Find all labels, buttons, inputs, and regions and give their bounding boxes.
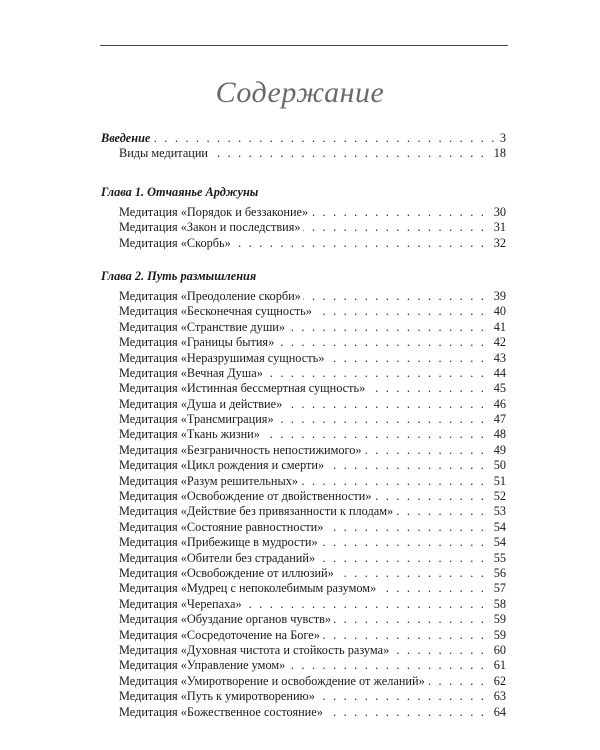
- toc-entry-title: . . . Медитация «Разум решительных»: [101, 474, 300, 489]
- toc-entry-page: 50: [491, 458, 506, 473]
- toc-entry-title: . . . Медитация «Бесконечная сущность»: [101, 304, 314, 319]
- toc-entry-title: . . . Медитация «Странствие души»: [101, 320, 287, 335]
- toc-entry-page: 31: [491, 220, 506, 235]
- toc-entry-title: . . . Медитация «Действие без привязанности к плодам»: [101, 504, 395, 519]
- toc-entry-page: 43: [491, 351, 506, 366]
- toc-entry[interactable]: [101, 146, 506, 161]
- toc-entry-title: . . . Медитация «Мудрец с непоколебимым разумом»: [101, 581, 378, 596]
- toc-entry[interactable]: [101, 520, 506, 535]
- toc-entry[interactable]: [101, 612, 506, 627]
- toc-entry[interactable]: [101, 304, 506, 319]
- toc-entry-title: . . . Медитация «Истинная бессмертная сущность»: [101, 381, 367, 396]
- toc-entry-page: 47: [491, 412, 506, 427]
- toc-entry-title: . . . Медитация «Обители без страданий»: [101, 551, 317, 566]
- toc-entry-title: . . . Медитация «Освобождение от иллюзий»: [101, 566, 336, 581]
- toc-entry-page: 54: [491, 535, 506, 550]
- toc-entry-title: . . . Медитация «Обуздание органов чувств»: [101, 612, 333, 627]
- toc-entry-title: . . . Медитация «Вечная Душа»: [101, 366, 265, 381]
- toc-entry-title: . . . Медитация «Путь к умиротворению»: [101, 689, 317, 704]
- toc-entry-title: . . . Медитация «Безграничность непостижимого»: [101, 443, 364, 458]
- toc-entry-page: 62: [491, 674, 506, 689]
- toc-entry[interactable]: [101, 689, 506, 704]
- toc-entry-title: . . . Виды медитации: [101, 146, 210, 161]
- toc-entry[interactable]: [101, 289, 506, 304]
- toc-entry[interactable]: [101, 381, 506, 396]
- top-rule: [100, 45, 508, 46]
- intro-section: [101, 131, 506, 162]
- toc-entry-page: 63: [491, 689, 506, 704]
- toc-entry-page: 60: [491, 643, 506, 658]
- toc-entry[interactable]: [101, 581, 506, 596]
- toc-entry-page: 61: [491, 658, 506, 673]
- toc-entry-page: 52: [491, 489, 506, 504]
- toc-entry[interactable]: [101, 674, 506, 689]
- chapter-1-heading: Глава 1. Отчаянье Арджуны: [101, 184, 259, 199]
- toc-entry-title: . . . Медитация «Цикл рождения и смерти»: [101, 458, 326, 473]
- toc-entry[interactable]: [101, 458, 506, 473]
- toc-entry[interactable]: [101, 597, 506, 612]
- toc-entry-page: 44: [491, 366, 506, 381]
- toc-entry-title: . . . Медитация «Умиротворение и освобождение от желаний»: [101, 674, 427, 689]
- toc-entry-title: . . . Медитация «Божественное состояние»: [101, 705, 325, 720]
- toc-entry-page: 53: [491, 504, 506, 519]
- toc-entry-page: 30: [491, 205, 506, 220]
- toc-entry-title: . . . Медитация «Порядок и беззаконие»: [101, 205, 310, 220]
- toc-entry-page: 64: [491, 705, 506, 720]
- toc-entry-title: . . . Медитация «Закон и последствия»: [101, 220, 303, 235]
- toc-entry-page: 41: [491, 320, 506, 335]
- toc-entry-title: . . . Медитация «Состояние равностности»: [101, 520, 325, 535]
- toc-entry-page: 59: [491, 628, 506, 643]
- toc-entry-title: . . . Медитация «Душа и действие»: [101, 397, 284, 412]
- toc-entry[interactable]: [101, 504, 506, 519]
- toc-entry[interactable]: [101, 351, 506, 366]
- toc-entry[interactable]: [101, 489, 506, 504]
- toc-entry[interactable]: [101, 551, 506, 566]
- toc-entry-page: 45: [491, 381, 506, 396]
- toc-entry[interactable]: [101, 412, 506, 427]
- toc-entry-page: 51: [491, 474, 506, 489]
- toc-entry[interactable]: [101, 335, 506, 350]
- toc-entry-page: 3: [497, 131, 506, 146]
- toc-entry[interactable]: [101, 397, 506, 412]
- toc-entry[interactable]: [101, 643, 506, 658]
- toc-entry[interactable]: [101, 236, 506, 251]
- toc-entry-page: 40: [491, 304, 506, 319]
- toc-entry-title: . . . Медитация «Черепаха»: [101, 597, 244, 612]
- toc-entry-page: 58: [491, 597, 506, 612]
- toc-entry-page: 56: [491, 566, 506, 581]
- toc-entry[interactable]: [101, 220, 506, 235]
- toc-entry-page: 39: [491, 289, 506, 304]
- toc-entry-page: 54: [491, 520, 506, 535]
- toc-entry[interactable]: [101, 658, 506, 673]
- toc-entry-title: . . . Медитация «Преодоление скорби»: [101, 289, 303, 304]
- chapter-1-list: [101, 205, 506, 251]
- toc-entry-title: . . . Введение: [101, 131, 151, 145]
- toc-entry[interactable]: [101, 535, 506, 550]
- toc-entry-page: 55: [491, 551, 506, 566]
- toc-entry[interactable]: [101, 427, 506, 442]
- toc-entry-title: . . . Медитация «Ткань жизни»: [101, 427, 262, 442]
- toc-entry-title: . . . Медитация «Скорбь»: [101, 236, 233, 251]
- chapter-2-list: [101, 289, 506, 720]
- toc-entry[interactable]: [101, 205, 506, 220]
- toc-entry-page: 18: [491, 146, 506, 161]
- toc-entry[interactable]: [101, 443, 506, 458]
- page-title: Содержание: [215, 76, 385, 109]
- toc-entry-title: . . . Медитация «Трансмиграция»: [101, 412, 276, 427]
- toc-entry[interactable]: [101, 705, 506, 720]
- toc-entry-page: 57: [491, 581, 506, 596]
- toc-entry-page: 48: [491, 427, 506, 442]
- toc-entry[interactable]: [101, 474, 506, 489]
- toc-entry[interactable]: [101, 131, 506, 146]
- toc-entry[interactable]: [101, 320, 506, 335]
- chapter-2-heading: Глава 2. Путь размышления: [101, 268, 257, 283]
- toc-entry-title: . . . Медитация «Границы бытия»: [101, 335, 276, 350]
- toc-entry[interactable]: [101, 628, 506, 643]
- toc-entry-page: 46: [491, 397, 506, 412]
- toc-entry-page: 32: [491, 236, 506, 251]
- toc-entry-page: 42: [491, 335, 506, 350]
- toc-entry-title: . . . Медитация «Духовная чистота и стойкость разума»: [101, 643, 391, 658]
- toc-entry-title: . . . Медитация «Неразрушимая сущность»: [101, 351, 326, 366]
- toc-entry-page: 59: [491, 612, 506, 627]
- table-of-contents: [101, 131, 506, 720]
- toc-entry-title: . . . Медитация «Управление умом»: [101, 658, 287, 673]
- toc-entry-title: . . . Медитация «Освобождение от двойственности»: [101, 489, 373, 504]
- toc-entry[interactable]: [101, 566, 506, 581]
- toc-entry-page: 49: [491, 443, 506, 458]
- toc-entry[interactable]: [101, 366, 506, 381]
- toc-entry-title: . . . Медитация «Прибежище в мудрости»: [101, 535, 320, 550]
- toc-entry-title: . . . Медитация «Сосредоточение на Боге»: [101, 628, 322, 643]
